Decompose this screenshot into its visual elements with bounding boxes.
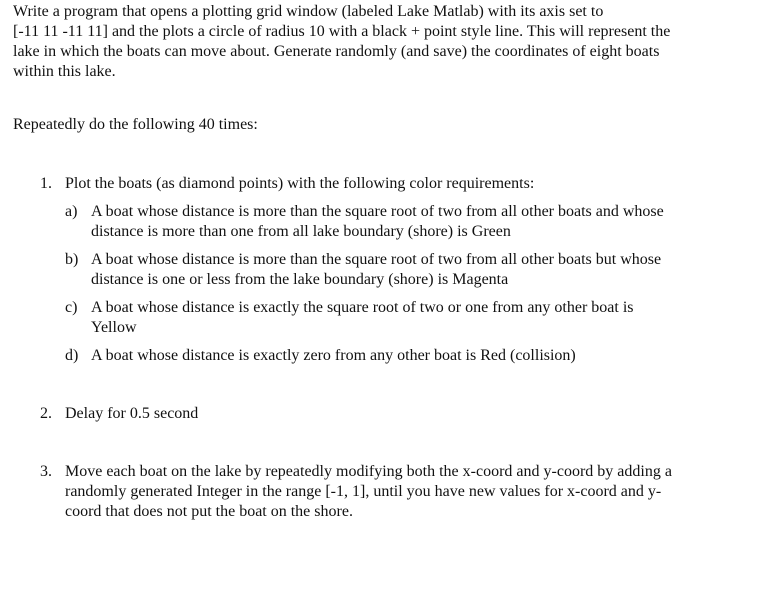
- sub-letter: c): [65, 299, 78, 316]
- repeat-instruction: Repeatedly do the following 40 times:: [13, 116, 258, 133]
- sub-letter: b): [65, 251, 79, 268]
- sub-text-line: distance is more than one from all lake boundary (shore) is Green: [91, 223, 511, 240]
- sub-text-line: Yellow: [91, 319, 137, 336]
- sub-text-line: A boat whose distance is exactly the square root of two or one from any other boat is: [91, 299, 634, 316]
- step-text: Plot the boats (as diamond points) with the following color requirements:: [65, 175, 535, 192]
- sub-letter: a): [65, 203, 78, 220]
- step-item: [13, 404, 753, 424]
- sub-item: [65, 202, 753, 242]
- step-number: 3.: [40, 463, 52, 480]
- sub-text-line: distance is one or less from the lake boundary (shore) is Magenta: [91, 271, 509, 288]
- sub-item: [65, 298, 753, 338]
- step-text-line: coord that does not put the boat on the shore.: [65, 503, 353, 520]
- document-body: [13, 0, 753, 522]
- sub-text-line: A boat whose distance is more than the square root of two from all other boats but whose: [91, 251, 662, 268]
- intro-line-2: [-11 11 -11 11] and the plots a circle of radius 10 with a black + point style line. This will represent the: [13, 23, 671, 40]
- step-number: 2.: [40, 405, 52, 422]
- sub-item: [65, 346, 753, 366]
- steps-list: [13, 174, 753, 522]
- intro-line-3: lake in which the boats can move about. Generate randomly (and save) the coordinates of eight boats: [13, 43, 660, 60]
- intro-paragraph: [13, 2, 753, 82]
- step-text: Delay for 0.5 second: [65, 405, 199, 422]
- sub-item: [65, 250, 753, 290]
- intro-line-4: within this lake.: [13, 63, 116, 80]
- step-text-line: randomly generated Integer in the range [-1, 1], until you have new values for x-coord and y-: [65, 483, 662, 500]
- step-text-line: Move each boat on the lake by repeatedly modifying both the x-coord and y-coord by adding a: [65, 463, 672, 480]
- sub-list: [65, 202, 753, 366]
- step-item: [13, 462, 753, 522]
- step-number: 1.: [40, 175, 52, 192]
- sub-letter: d): [65, 347, 79, 364]
- step-item: [13, 174, 753, 366]
- sub-text-line: A boat whose distance is exactly zero from any other boat is Red (collision): [91, 347, 576, 364]
- intro-line-1: Write a program that opens a plotting grid window (labeled Lake Matlab) with its axis set to: [13, 3, 604, 20]
- sub-text-line: A boat whose distance is more than the square root of two from all other boats and whose: [91, 203, 664, 220]
